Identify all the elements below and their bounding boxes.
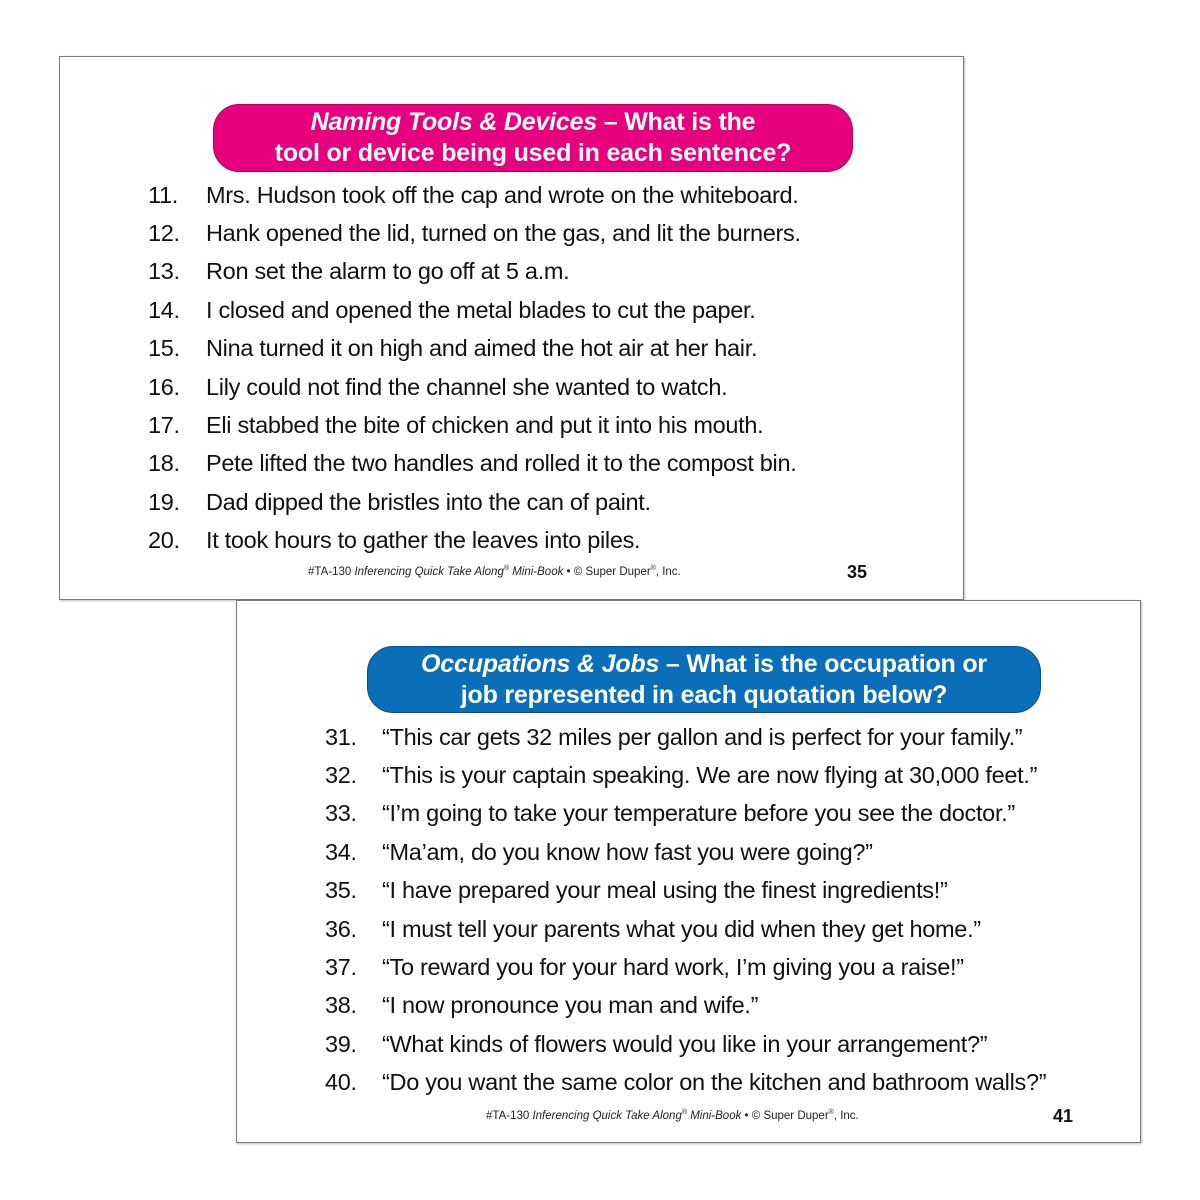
item-number: 20. [148,527,180,554]
item-text: Nina turned it on high and aimed the hot air at her hair. [206,335,758,362]
list-item [148,483,801,521]
item-number: 16. [148,373,180,400]
list-item [148,176,801,214]
footer-separator: • [741,1109,752,1122]
item-text: “Do you want the same color on the kitchen and bathroom walls?” [382,1069,1047,1096]
footer-copyright: © Super Duper®, Inc. [751,1109,859,1122]
banner-prompt-line1: – What is the [597,108,756,136]
item-number: 40. [325,1069,357,1096]
item-text: Mrs. Hudson took off the cap and wrote on the whiteboard. [206,181,799,208]
item-text: Hank opened the lid, turned on the gas, and lit the burners. [206,220,801,247]
list-item [325,948,1046,986]
footer-book-title: Inferencing Quick Take Along® Mini-Book [354,565,564,578]
banner-category: Naming Tools & Devices [310,108,598,136]
list-item [325,1064,1046,1102]
item-text: “I now pronounce you man and wife.” [382,992,759,1019]
item-number: 15. [148,335,180,362]
list-item [325,718,1046,756]
list-item [325,833,1046,871]
item-number: 37. [325,954,357,981]
item-text: Eli stabbed the bite of chicken and put it into his mouth. [206,412,764,439]
list-item [325,795,1046,833]
item-number: 11. [148,181,179,208]
banner-prompt-line1: – What is the occupation or [659,650,987,678]
list-item [148,522,801,560]
item-number: 17. [148,412,180,439]
section-banner-tools [213,104,853,172]
item-text: It took hours to gather the leaves into piles. [206,527,641,554]
banner-prompt-line2: job represented in each quotation below? [460,681,948,709]
list-item [148,406,801,444]
item-number: 19. [148,488,180,515]
banner-category: Occupations & Jobs [421,650,660,678]
list-item [325,1025,1046,1063]
item-number: 31. [325,723,357,750]
question-list [325,718,1046,1102]
footer-code: #TA-130 [308,565,352,578]
banner-prompt-line2: tool or device being used in each sentence? [274,139,792,167]
item-number: 13. [148,258,180,285]
footer-code: #TA-130 [486,1109,530,1122]
footer-copyright: © Super Duper®, Inc. [573,565,681,578]
list-item [148,330,801,368]
item-text: “I’m going to take your temperature before you see the doctor.” [382,800,1015,827]
page-footer [308,565,681,578]
item-number: 36. [325,915,357,942]
item-number: 34. [325,838,357,865]
item-number: 38. [325,992,357,1019]
page-footer [486,1109,859,1122]
item-text: “What kinds of flowers would you like in your arrangement?” [382,1030,988,1057]
question-list [148,176,801,560]
page-number: 41 [1053,1106,1074,1126]
item-number: 35. [325,877,357,904]
item-text: “I must tell your parents what you did when they get home.” [382,915,981,942]
list-item [148,368,801,406]
list-item [148,445,801,483]
item-text: “This car gets 32 miles per gallon and is perfect for your family.” [382,723,1023,750]
item-number: 39. [325,1030,357,1057]
item-number: 12. [148,220,180,247]
item-text: Dad dipped the bristles into the can of paint. [206,488,651,515]
item-text: Ron set the alarm to go off at 5 a.m. [206,258,570,285]
item-number: 32. [325,762,357,789]
item-text: “This is your captain speaking. We are now flying at 30,000 feet.” [382,762,1038,789]
item-text: “I have prepared your meal using the finest ingredients!” [382,877,948,904]
item-number: 18. [148,450,180,477]
list-item [325,872,1046,910]
item-number: 14. [148,296,180,323]
page-card-35 [59,56,964,600]
item-text: “Ma’am, do you know how fast you were going?” [382,838,873,865]
item-text: Lily could not find the channel she wanted to watch. [206,373,728,400]
item-text: I closed and opened the metal blades to cut the paper. [206,296,756,323]
footer-separator: • [563,565,574,578]
list-item [325,756,1046,794]
list-item [325,987,1046,1025]
list-item [148,253,801,291]
item-text: “To reward you for your hard work, I’m giving you a raise!” [382,954,964,981]
section-banner-occupations [367,646,1041,713]
footer-book-title: Inferencing Quick Take Along® Mini-Book [532,1109,742,1122]
page-number: 35 [847,562,868,582]
page-card-41 [236,600,1141,1143]
item-text: Pete lifted the two handles and rolled it to the compost bin. [206,450,797,477]
item-number: 33. [325,800,357,827]
list-item [148,214,801,252]
list-item [325,910,1046,948]
list-item [148,291,801,329]
